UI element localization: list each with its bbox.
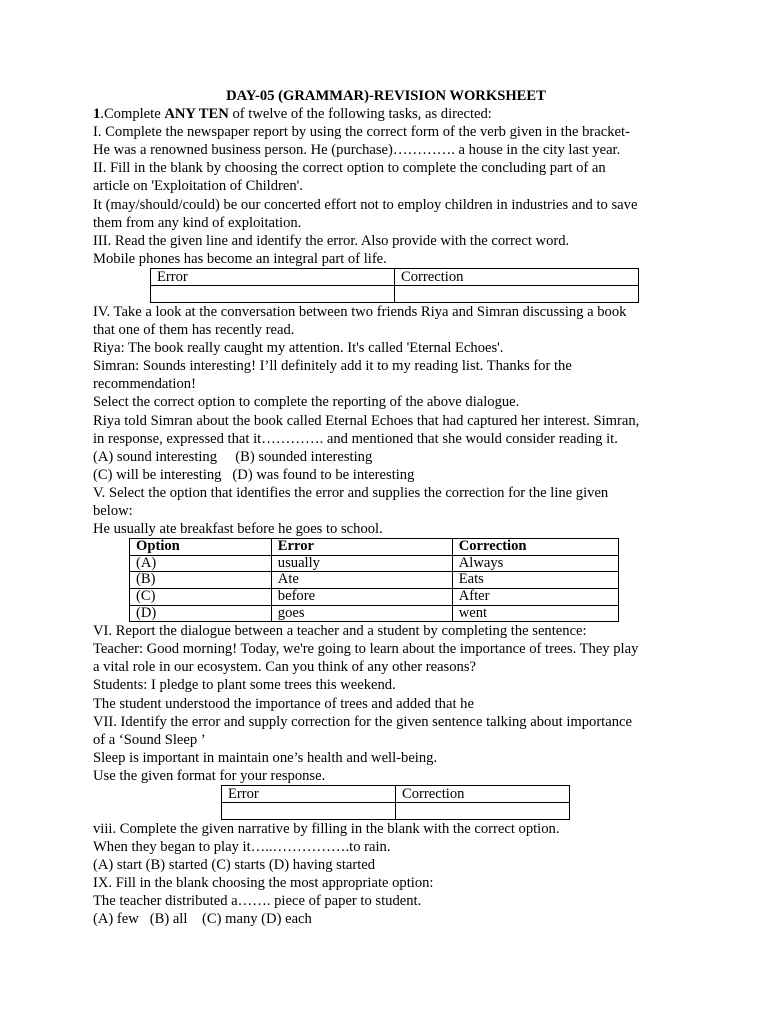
- q4-line: recommendation!: [93, 376, 196, 393]
- q2-line: It (may/should/could) be our concerted effort not to employ children in industries and to save: [93, 196, 638, 213]
- table-header-cell: Error: [222, 785, 396, 802]
- table-cell: went: [452, 605, 618, 622]
- q2-line: article on 'Exploitation of Children'.: [93, 178, 303, 195]
- intro-bold: ANY TEN: [164, 106, 229, 123]
- q9-line: The teacher distributed a……. piece of paper to student.: [93, 893, 422, 910]
- intro-post: of twelve of the following tasks, as directed:: [228, 106, 492, 123]
- q8-line: When they began to play it…..…………….to rain.: [93, 839, 391, 856]
- q4-options: (C) will be interesting (D) was found to be interesting: [93, 466, 415, 483]
- worksheet-content: [93, 87, 683, 929]
- q8-options: (A) start (B) started (C) starts (D) having started: [93, 857, 376, 874]
- q5-line: V. Select the option that identifies the error and supplies the correction for the line given: [93, 484, 609, 501]
- q6-line: The student understood the importance of trees and added that he: [93, 695, 474, 712]
- q7-line: of a ‘Sound Sleep ’: [93, 731, 206, 748]
- error-correction-table-1: [150, 268, 639, 303]
- table-row: [151, 285, 639, 302]
- q2-line: them from any kind of exploitation.: [93, 214, 302, 231]
- table-header-cell: Error: [151, 268, 395, 285]
- page-title: DAY-05 (GRAMMAR)-REVISION WORKSHEET: [226, 88, 546, 104]
- q4-line: Riya: The book really caught my attention. It's called 'Eternal Echoes'.: [93, 340, 504, 357]
- table-header-row: [130, 539, 619, 556]
- table-row: [130, 555, 619, 572]
- answer-cell-error[interactable]: [222, 802, 396, 819]
- q7-line: Sleep is important in maintain one’s health and well-being.: [93, 749, 438, 766]
- table-cell: (C): [130, 588, 272, 605]
- q4-line: Simran: Sounds interesting! I’ll definitely add it to my reading list. Thanks for the: [93, 358, 572, 375]
- q4-line: Select the correct option to complete the reporting of the above dialogue.: [93, 394, 520, 411]
- question-number: 1: [93, 106, 101, 123]
- table-cell: goes: [271, 605, 452, 622]
- table-cell: (A): [130, 555, 272, 572]
- q4-line: IV. Take a look at the conversation between two friends Riya and Simran discussing a book: [93, 303, 627, 320]
- answer-cell-correction[interactable]: [396, 802, 570, 819]
- table-header-cell: Correction: [395, 268, 639, 285]
- q4-line: Riya told Simran about the book called Eternal Echoes that had captured her interest. Simran,: [93, 412, 640, 429]
- answer-cell-error[interactable]: [151, 285, 395, 302]
- q9-options: (A) few (B) all (C) many (D) each: [93, 911, 312, 928]
- q6-line: a vital role in our ecosystem. Can you think of any other reasons?: [93, 659, 476, 676]
- table-cell: (D): [130, 605, 272, 622]
- q6-line: Students: I pledge to plant some trees this weekend.: [93, 677, 396, 694]
- q1-line: I. Complete the newspaper report by using the correct form of the verb given in the bracket-: [93, 124, 630, 141]
- table-row: [130, 572, 619, 589]
- q7-line: Use the given format for your response.: [93, 767, 326, 784]
- table-header-cell: Error: [271, 539, 452, 556]
- q1-line: He was a renowned business person. He (purchase)…………. a house in the city last year.: [93, 142, 621, 159]
- q3-line: Mobile phones has become an integral part of life.: [93, 250, 387, 267]
- q2-line: II. Fill in the blank by choosing the correct option to complete the concluding part of an: [93, 160, 606, 177]
- q5-line: below:: [93, 502, 133, 519]
- q9-line: IX. Fill in the blank choosing the most appropriate option:: [93, 875, 434, 892]
- table-row: [130, 588, 619, 605]
- error-correction-table-2: [221, 785, 570, 820]
- intro-pre: .Complete: [100, 106, 165, 123]
- table-row: [130, 605, 619, 622]
- table-cell: before: [271, 588, 452, 605]
- table-header-cell: Correction: [452, 539, 618, 556]
- q7-line: VII. Identify the error and supply correction for the given sentence talking about importance: [93, 713, 632, 730]
- table-cell: (B): [130, 572, 272, 589]
- table-header-cell: Option: [130, 539, 272, 556]
- table-cell: Eats: [452, 572, 618, 589]
- q6-line: Teacher: Good morning! Today, we're going to learn about the importance of trees. They play: [93, 641, 639, 658]
- table-cell: After: [452, 588, 618, 605]
- table-header-cell: Correction: [396, 785, 570, 802]
- q3-line: III. Read the given line and identify the error. Also provide with the correct word.: [93, 232, 570, 249]
- q6-line: VI. Report the dialogue between a teacher and a student by completing the sentence:: [93, 623, 587, 640]
- table-cell: Ate: [271, 572, 452, 589]
- q4-line: that one of them has recently read.: [93, 322, 295, 339]
- intro-line: [93, 105, 683, 123]
- options-table: [129, 538, 619, 622]
- q4-options: (A) sound interesting (B) sounded interesting: [93, 448, 373, 465]
- table-row: [222, 802, 570, 819]
- q8-line: viii. Complete the given narrative by filling in the blank with the correct option.: [93, 820, 560, 837]
- table-cell: usually: [271, 555, 452, 572]
- q4-line: in response, expressed that it…………. and mentioned that she would consider reading it.: [93, 430, 618, 447]
- table-row: [151, 268, 639, 285]
- q5-line: He usually ate breakfast before he goes to school.: [93, 521, 383, 538]
- table-row: [222, 785, 570, 802]
- table-cell: Always: [452, 555, 618, 572]
- answer-cell-correction[interactable]: [395, 285, 639, 302]
